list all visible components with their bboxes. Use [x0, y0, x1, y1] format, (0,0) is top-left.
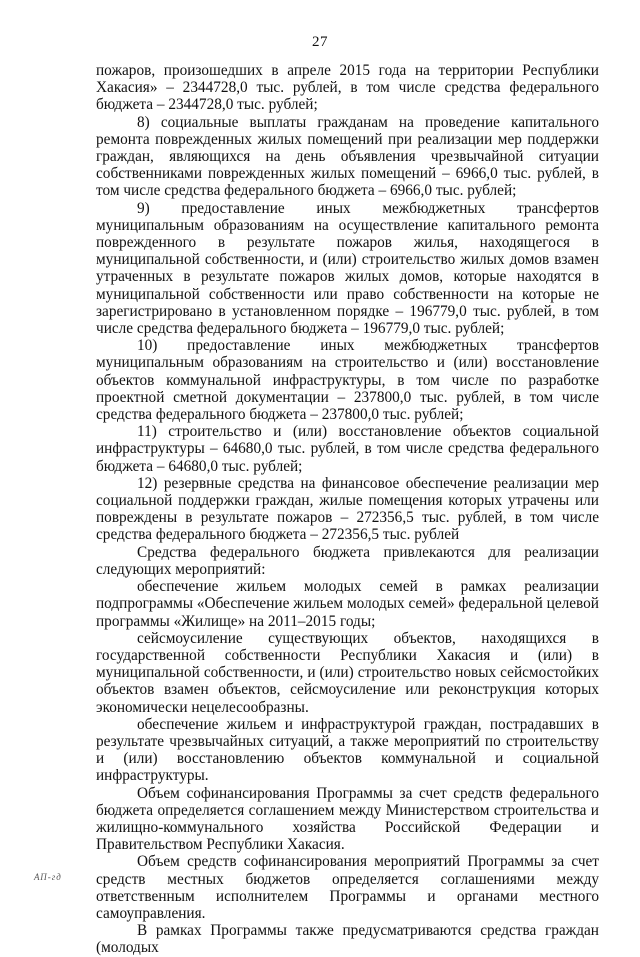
paragraph-young-families-housing: обеспечение жильем молодых семей в рамках реализации подпрограммы «Обеспечение жильем молодых семей» федеральной целевой программы «Жилище» на 2011–2015 годы; [96, 578, 599, 630]
margin-note: АП-гд [34, 872, 62, 882]
paragraph-item-11: 11) строительство и (или) восстановление объектов социальной инфраструктуры – 64680,0 тыс. рублей, в том числе средства федерального бюджета – 64680,0 тыс. рублей; [96, 423, 599, 475]
paragraph-item-8: 8) социальные выплаты гражданам на проведение капитального ремонта поврежденных жилых помещений при реализации мер поддержки граждан, являющихся на день объявления чрезвычайной ситуации собственниками поврежденных жилых помещений – 6966,0 тыс. рублей, в том числе средства федерального бюджета – 6966,0 тыс. рублей; [96, 113, 599, 200]
paragraph-citizens-funds: В рамках Программы также предусматриваются средства граждан (молодых [96, 922, 599, 957]
paragraph-local-cofinancing: Объем средств софинансирования мероприятий Программы за счет средств местных бюджетов определяется соглашениями между ответственным исполнителем Программы и органами местного самоуправления. [96, 853, 599, 922]
page-number: 27 [312, 34, 328, 50]
paragraph-emergency-housing: обеспечение жильем и инфраструктурой граждан, пострадавших в результате чрезвычайных ситуаций, а также мероприятий по строительству и (или) восстановлению объектов коммунальной и социальной инфраструктуры. [96, 715, 599, 785]
paragraph-federal-funds-intro: Средства федерального бюджета привлекаются для реализации следующих мероприятий: [96, 543, 599, 578]
paragraph-continuation: пожаров, произошедших в апреле 2015 года на территории Республики Хакасия» – 2344728,0 тыс. рублей, в том числе средства федерального бюджета – 2344728,0 тыс. рублей; [96, 62, 599, 114]
paragraph-seismic-strengthening: сейсмоусиление существующих объектов, находящихся в государственной собственности Республики Хакасия и (или) в муниципальной собственности, и (или) строительство новых сейсмостойких объектов взамен объектов, сейсмоусиление или реконструкция которых экономически нецелесообразны. [96, 629, 599, 716]
paragraph-federal-cofinancing: Объем софинансирования Программы за счет средств федерального бюджета определяется соглашением между Министерством строительства и жилищно-коммунального хозяйства Российской Федерации и Правительством Республики Хакасия. [96, 784, 599, 854]
paragraph-item-9: 9) предоставление иных межбюджетных трансфертов муниципальным образованиям на осуществление капитального ремонта поврежденного в результате пожаров жилья, находящегося в муниципальной собственности, и (или) строительство жилых домов взамен утраченных в результате пожаров жилых домов, которые находятся в муниципальной собственности или право собственности на которые не зарегистрировано в установленном порядке – 196779,0 тыс. рублей, в том числе средства федерального бюджета – 196779,0 тыс. рублей; [96, 199, 599, 338]
document-body [96, 62, 599, 957]
paragraph-item-12: 12) резервные средства на финансовое обеспечение реализации мер социальной поддержки граждан, жилые помещения которых утрачены или повреждены в результате пожаров – 272356,5 тыс. рублей, в том числе средства федерального бюджета – 272356,5 тыс. рублей [96, 474, 599, 544]
paragraph-item-10: 10) предоставление иных межбюджетных трансфертов муниципальным образованиям на строительство и (или) восстановление объектов коммунальной инфраструктуры, в том числе по разработке проектной сметной документации – 237800,0 тыс. рублей, в том числе средства федерального бюджета – 237800,0 тыс. рублей; [96, 337, 599, 424]
